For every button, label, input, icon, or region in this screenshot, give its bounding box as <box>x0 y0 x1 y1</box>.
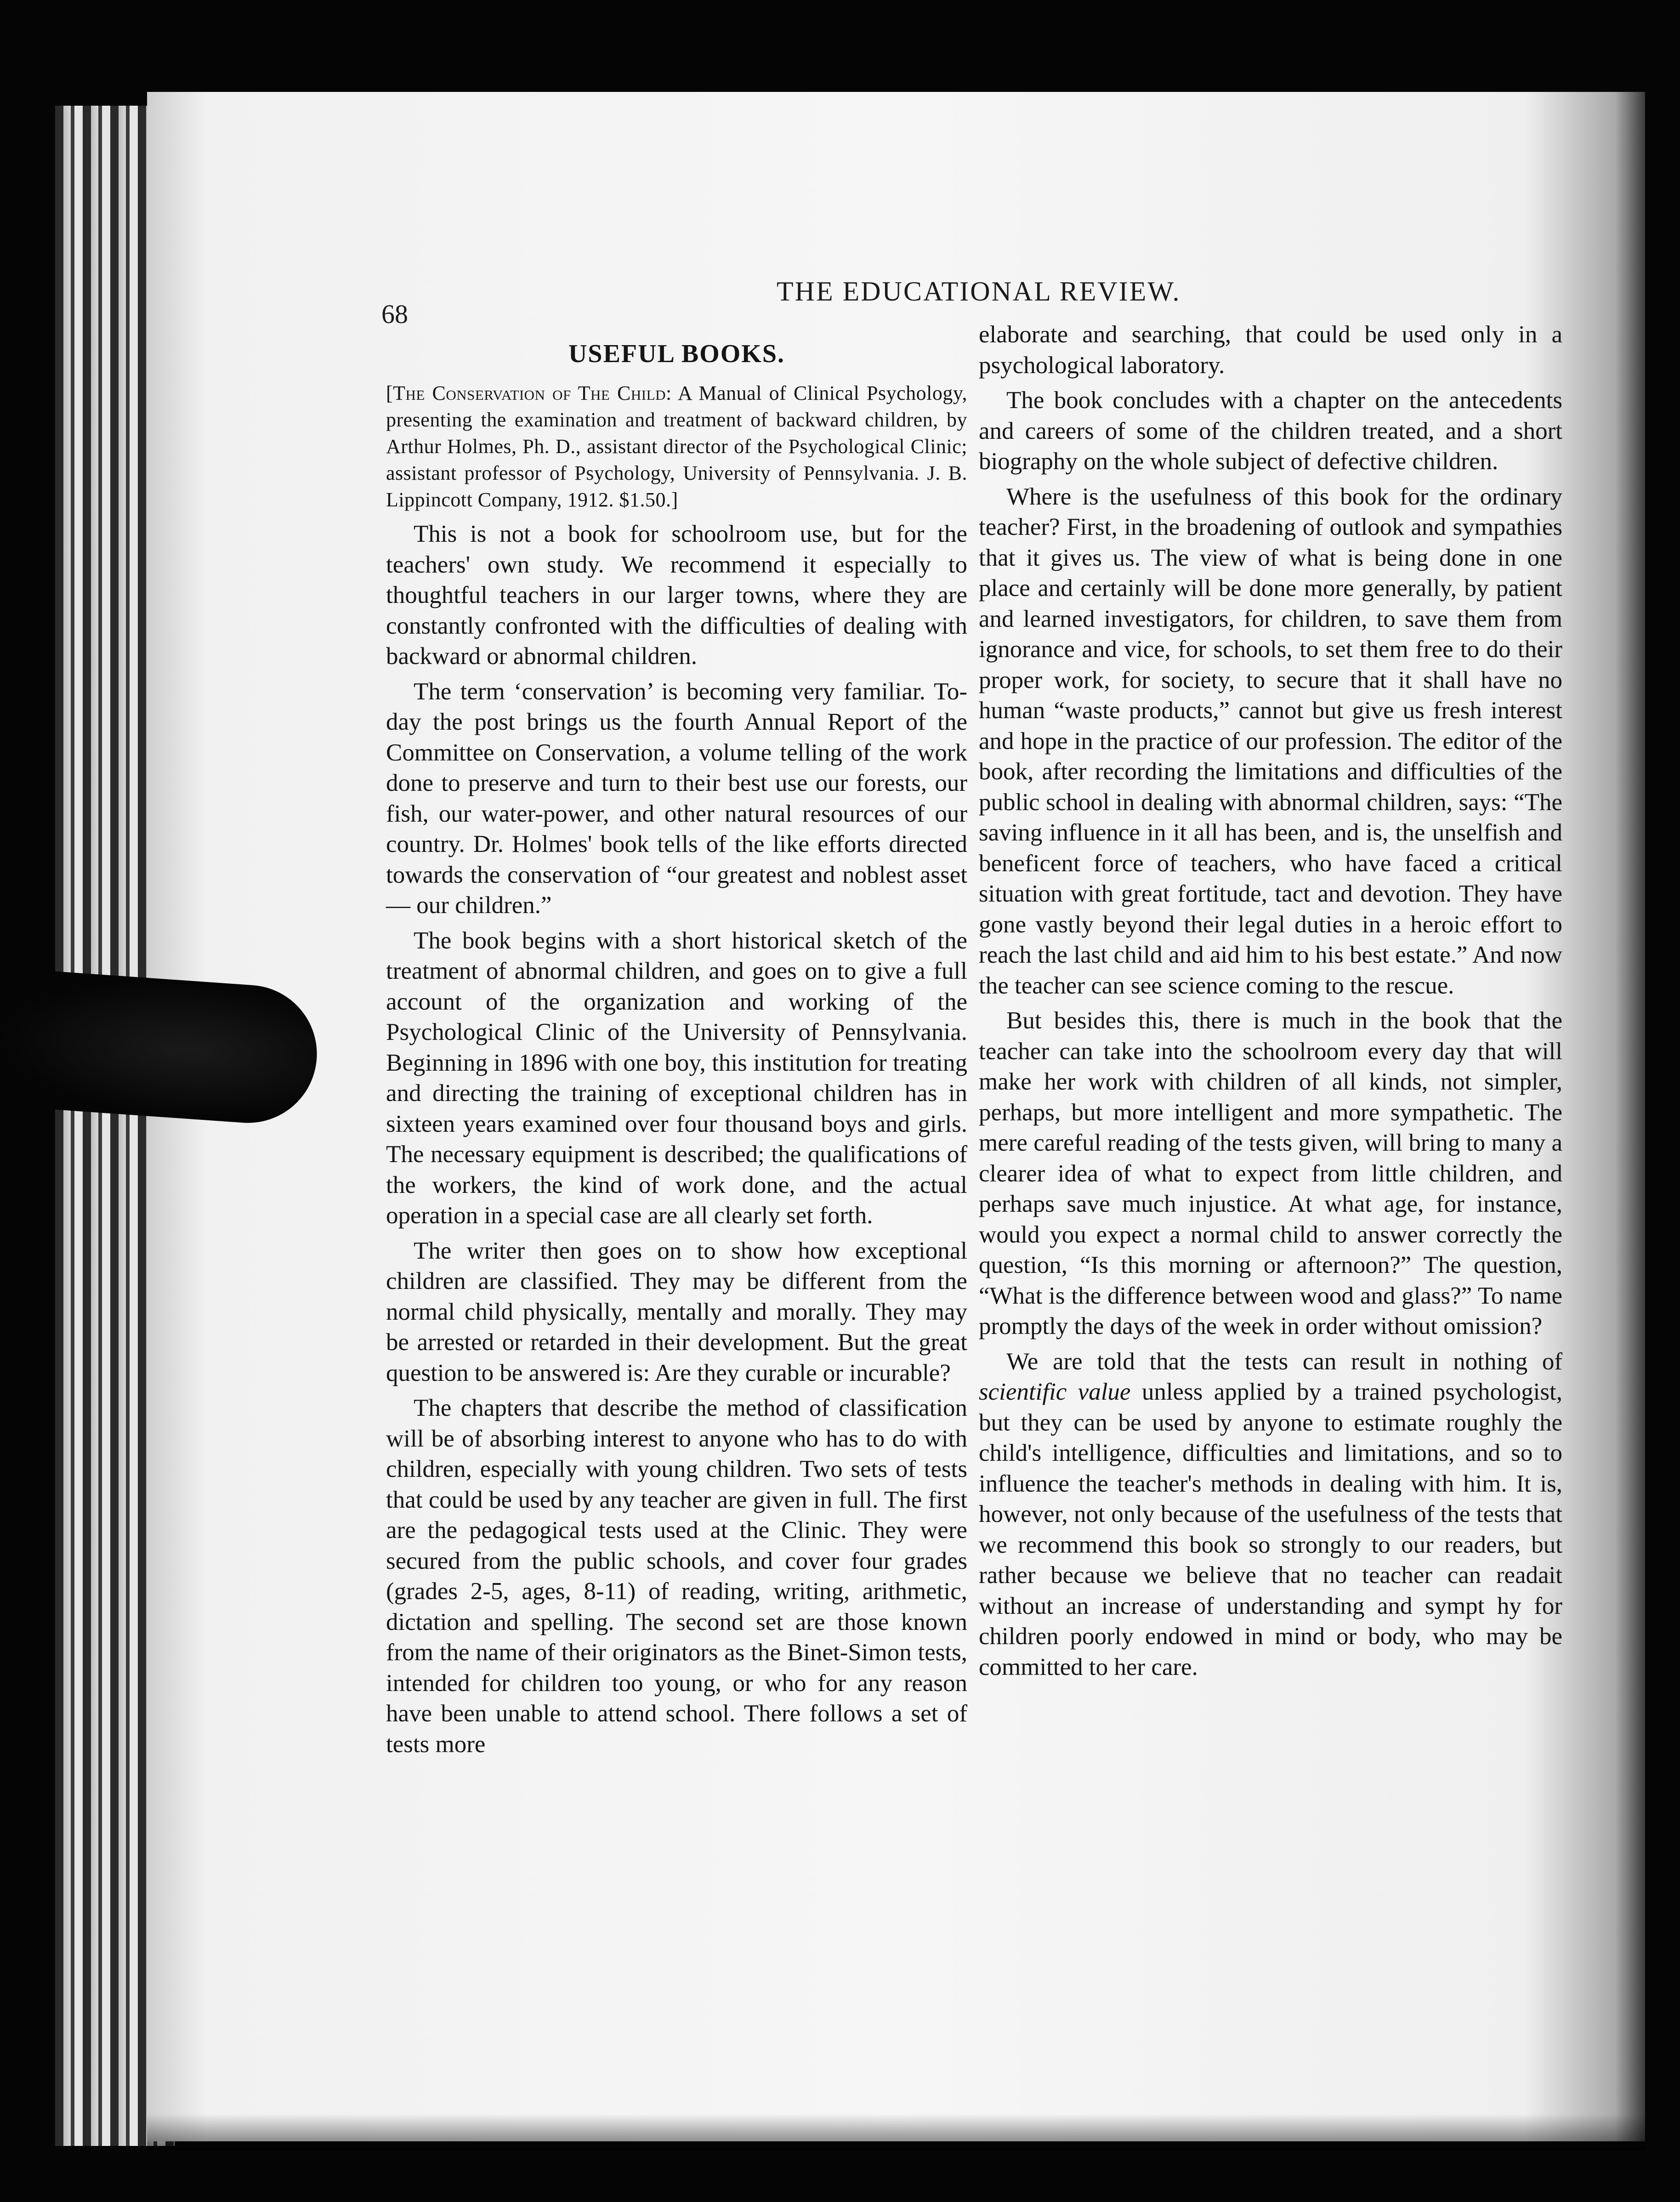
paragraph: The term ‘conservation’ is becoming very familiar. To-day the post brings us the fourth Annual Report of the Committee on Conservation, a volume telling of the work done to preserve and turn to their best use our forests, our fish, our water-power, and other natural resources of our country. Dr. Holmes' book tells of the like efforts directed towards the conservation of “our greatest and noblest asset — our children.” <box>386 678 967 919</box>
running-head <box>381 271 1585 329</box>
section-heading: USEFUL BOOKS. <box>568 340 785 368</box>
paragraph: The chapters that describe the method of classification will be of absorbing interest to anyone who has to do with children, especially with young children. Two sets of tests that could be used by any teacher are given in full. The first are the pedagogical tests used at the Clinic. They were secured from the public schools, and cover four grades (grades 2-5, ages, 8-11) of reading, writing, arithmetic, dictation and spelling. The second set are those known from the name of their originators as the Binet-Simon tests, intended for children too young, or who for any reason have been unable to attend school. There follows a set of tests more <box>386 1395 967 1758</box>
paragraph: But besides this, there is much in the book that the teacher can take into the schoolroom every day that will make her work with children of all kinds, not simpler, perhaps, but more intelligent and more sympathetic. The mere careful reading of the tests given, will bring to many a clearer idea of what to expect from little children, and perhaps save much injustice. At what age, for instance, would you expect a normal child to answer correctly the question, “Is this morning or afternoon?” The question, “What is the difference between wood and glass?” To name promptly the days of the week in order without omission? <box>979 1007 1562 1339</box>
page-number: 68 <box>381 299 408 329</box>
paragraph: Where is the usefulness of this book for the ordinary teacher? First, in the broadening of outlook and sympathies that it gives us. The view of what is being done in one place and certainly will be done more generally, by patient and learned investigators, for children, to save them from ignorance and vice, for schools, to set them free to do their proper work, for society, to secure that it shall have no human “waste products,” cannot but give us fresh interest and hope in the practice of our profession. The editor of the book, after recording the limitations and difficulties of the public school in dealing with abnormal children, says: “The saving influence in it all has been, and is, the unselfish and beneficent force of teachers, who have faced a critical situation with great fortitude, tact and devotion. They have gone vastly beyond their legal duties in a heroic effort to reach the last child and aid him to his best estate.” And now the teacher can see science coming to the rescue. <box>979 483 1562 999</box>
citation-title: [The Conservation of The Child: <box>386 382 672 404</box>
left-column <box>386 338 967 1764</box>
page-bottom-shadow <box>147 2114 1645 2151</box>
paragraph-continued: elaborate and searching, that could be used only in a psychological laboratory. <box>979 321 1562 379</box>
final-paragraph <box>979 1346 1562 1683</box>
italic-phrase: scientific value <box>979 1379 1131 1405</box>
paragraph: The writer then goes on to show how exceptional children are classified. They may be different from the normal child physically, mentally and morally. They may be arrested or retarded in their development. But the great question to be answered is: Are they curable or incurable? <box>386 1237 967 1386</box>
right-column <box>979 319 1562 1687</box>
paragraph: This is not a book for schoolroom use, but for the teachers' own study. We recommend it especially to thoughtful teachers in our larger towns, where they are constantly confronted with the difficulties of dealing with backward or abnormal children. <box>386 521 967 670</box>
paragraph: The book begins with a short historical sketch of the treatment of abnormal children, and goes on to give a full account of the organization and working of the Psychological Clinic of the University of Pennsylvania. Beginning in 1896 with one boy, this institution for treating and directing the training of exceptional children has in sixteen years examined over four thousand boys and girls. The necessary equipment is described; the qualifications of the workers, the kind of work done, and the actual operation in a special case are all clearly set forth. <box>386 927 967 1229</box>
book-citation <box>386 380 967 513</box>
thumb-shadow <box>0 968 322 1127</box>
final-paragraph-start: We are told that the tests can result in nothing of <box>1006 1348 1562 1375</box>
citation-details: A Manual of Clinical Psychology, presenting the examination and treatment of backward children, by Arthur Holmes, Ph. D., assistant director of the Psychological Clinic; assistant professor of Psychology, University of Pennsylvania. J. B. Lippincott Company, 1912. $1.50.] <box>386 382 967 511</box>
journal-title: THE EDUCATIONAL REVIEW. <box>777 276 1181 306</box>
final-paragraph-end: unless applied by a trained psychologist, but they can be used by anyone to estimate roughly the child's intelligence, difficulties and limitations, and so to influence the teacher's methods in dealing with him. It is, however, not only because of the usefulness of the tests that we recommend this book so strongly to our readers, but rather because we believe that no teacher can readait without an increase of understanding and sympt hy for children poorly endowed in mind or body, who may be committed to her care. <box>979 1379 1562 1680</box>
paragraph: The book concludes with a chapter on the antecedents and careers of some of the children treated, and a short biography on the whole subject of defective children. <box>979 387 1562 475</box>
